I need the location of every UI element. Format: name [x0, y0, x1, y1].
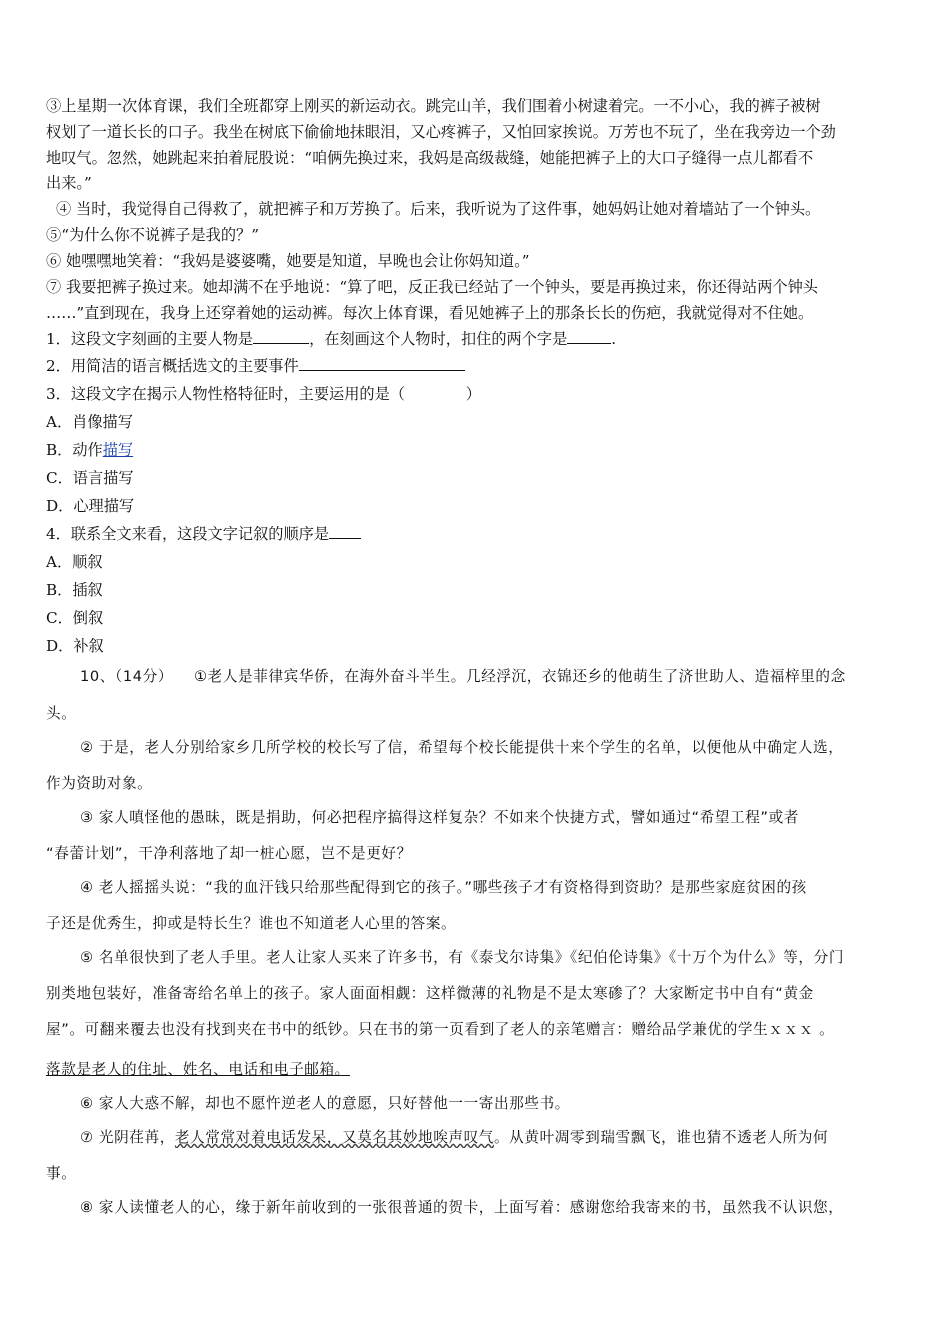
question-3: 3．这段文字在揭示人物性格特征时，主要运用的是（ ）: [46, 385, 481, 403]
passage-b-p7-line2: 事。: [46, 1165, 77, 1182]
passage-a-p5: ⑤“为什么你不说裤子是我的？”: [46, 226, 259, 244]
passage-b-p5-line1: ⑤ 名单很快到了老人手里。老人让家人买来了许多书，有《泰戈尔诗集》《纪伯伦诗集》《十万个为什么》等，分门: [80, 949, 845, 966]
question-4-option-b: B．插叙: [46, 581, 103, 599]
passage-b-p5-line3: 屋”。可翻来覆去也没有找到夹在书中的纸钞。只在书的第一页看到了老人的亲笔赠言：赠给品学兼优的学生ｘｘｘ 。: [46, 1021, 835, 1038]
passage-b-p4-line1: ④ 老人摇摇头说：“我的血汗钱只给那些配得到它的孩子。”哪些孩子才有资格得到资助？是那些家庭贫困的孩: [80, 879, 807, 896]
passage-b-p3-line1: ③ 家人嗔怪他的愚昧，既是捐助，何必把程序搞得这样复杂？不如来个快捷方式，譬如通过“希望工程”或者: [80, 809, 799, 826]
passage-a-p3-line1: ③上星期一次体育课，我们全班都穿上刚买的新运动衣。跳完山羊，我们围着小树逮着完。一不小心，我的裤子被树: [46, 97, 821, 115]
option-b-prefix: B．动作: [46, 441, 103, 459]
question-3-option-a: A．肖像描写: [46, 413, 133, 431]
passage-b-p2-line1: ② 于是，老人分别给家乡几所学校的校长写了信，希望每个校长能提供十来个学生的名单，以便他从中确定人选，: [80, 739, 844, 756]
passage-a-p7-line1: ⑦ 我要把裤子换过来。她却满不在乎地说：“算了吧，反正我已经站了一个钟头，要是再换过来，你还得站两个钟头: [46, 278, 818, 296]
passage-b-p5-line2: 别类地包装好，准备寄给名单上的孩子。家人面面相觑：这样微薄的礼物是不是太寒碜了？大家断定书中自有“黄金: [46, 985, 814, 1002]
passage-a-p6: ⑥ 她嘿嘿地笑着：“我妈是婆婆嘴，她要是知道，早晚也会让你妈知道。”: [46, 252, 530, 270]
question-10-heading: 10、（14分）: [80, 668, 174, 685]
passage-a-p4: ④ 当时，我觉得自己得救了，就把裤子和万芳换了。后来，我听说为了这件事，她妈妈让她对着墙站了一个钟头。: [56, 200, 821, 218]
passage-b-p2-line2: 作为资助对象。: [46, 775, 153, 792]
passage-a-p3-line3: 地叹气。忽然，她跳起来拍着屁股说：“咱俩先换过来，我妈是高级裁缝，她能把裤子上的大口子缝得一点儿都看不: [46, 149, 814, 167]
answer-blank-1a[interactable]: [253, 329, 309, 344]
answer-blank-4[interactable]: [329, 524, 361, 539]
question-10-first-line: [80, 667, 912, 687]
passage-b-p7-line1: [80, 1128, 912, 1148]
passage-b-p4-line2: 子还是优秀生，抑或是特长生？谁也不知道老人心里的答案。: [46, 915, 457, 932]
question-1: [46, 329, 912, 349]
question-1-text-a: 1．这段文字刻画的主要人物是: [46, 330, 254, 348]
passage-b-p5-line4: [46, 1060, 912, 1080]
passage-b-p3-line2: “春蕾计划”，干净利落地了却一桩心愿，岂不是更好？: [46, 845, 412, 862]
question-4-option-a: A．顺叙: [46, 553, 103, 571]
question-3-option-d: D．心理描写: [46, 497, 135, 515]
question-3-option-b: [46, 440, 912, 460]
answer-blank-2[interactable]: [299, 356, 465, 371]
passage-a-p3-line4: 出来。”: [46, 174, 92, 192]
question-3-option-c: C．语言描写: [46, 469, 134, 487]
answer-blank-1b[interactable]: [567, 329, 611, 344]
p7-wavy-underline: 老人常常对着电话发呆，又莫名其妙地唉声叹气: [174, 1129, 494, 1146]
passage-a-p7-line2: ……”直到现在，我身上还穿着她的运动裤。每次上体育课，看见她裤子上的那条长长的伤疤，我就觉得对不住她。: [46, 304, 814, 322]
question-4: [46, 524, 912, 544]
passage-b-p1-line1: ①老人是菲律宾华侨，在海外奋斗半生。几经浮沉，衣锦还乡的他萌生了济世助人、造福梓里的念: [193, 668, 846, 685]
passage-b-p8-line1: ⑧ 家人读懂老人的心，缘于新年前收到的一张很普通的贺卡，上面写着：感谢您给我寄来的书，虽然我不认识您，: [80, 1199, 844, 1216]
signature-underlined: 落款是老人的住址、姓名、电话和电子邮箱。: [46, 1061, 350, 1078]
passage-b-p6: ⑥ 家人大惑不解，却也不愿忤逆老人的意愿，只好替他一一寄出那些书。: [80, 1095, 570, 1112]
question-1-text-c: .: [611, 330, 617, 348]
p7-prefix: ⑦ 光阴荏苒，: [80, 1129, 175, 1146]
question-4-text: 4．联系全文来看，这段文字记叙的顺序是: [46, 525, 330, 543]
question-2: [46, 356, 912, 376]
question-2-text: 2．用简洁的语言概括选文的主要事件: [46, 357, 299, 375]
question-4-option-c: C．倒叙: [46, 609, 104, 627]
passage-b-p1-line2: 头。: [46, 705, 77, 722]
description-link[interactable]: 描写: [102, 441, 134, 459]
passage-a-p3-line2: 杈划了一道长长的口子。我坐在树底下偷偷地抹眼泪，又心疼裤子，又怕回家挨说。万芳也不玩了，坐在我旁边一个劲: [46, 123, 836, 141]
question-1-text-b: ，在刻画这个人物时，扣住的两个字是: [309, 330, 568, 348]
p7-suffix: 。从黄叶凋零到瑞雪飘飞，谁也猜不透老人所为何: [493, 1129, 829, 1146]
question-4-option-d: D．补叙: [46, 637, 104, 655]
